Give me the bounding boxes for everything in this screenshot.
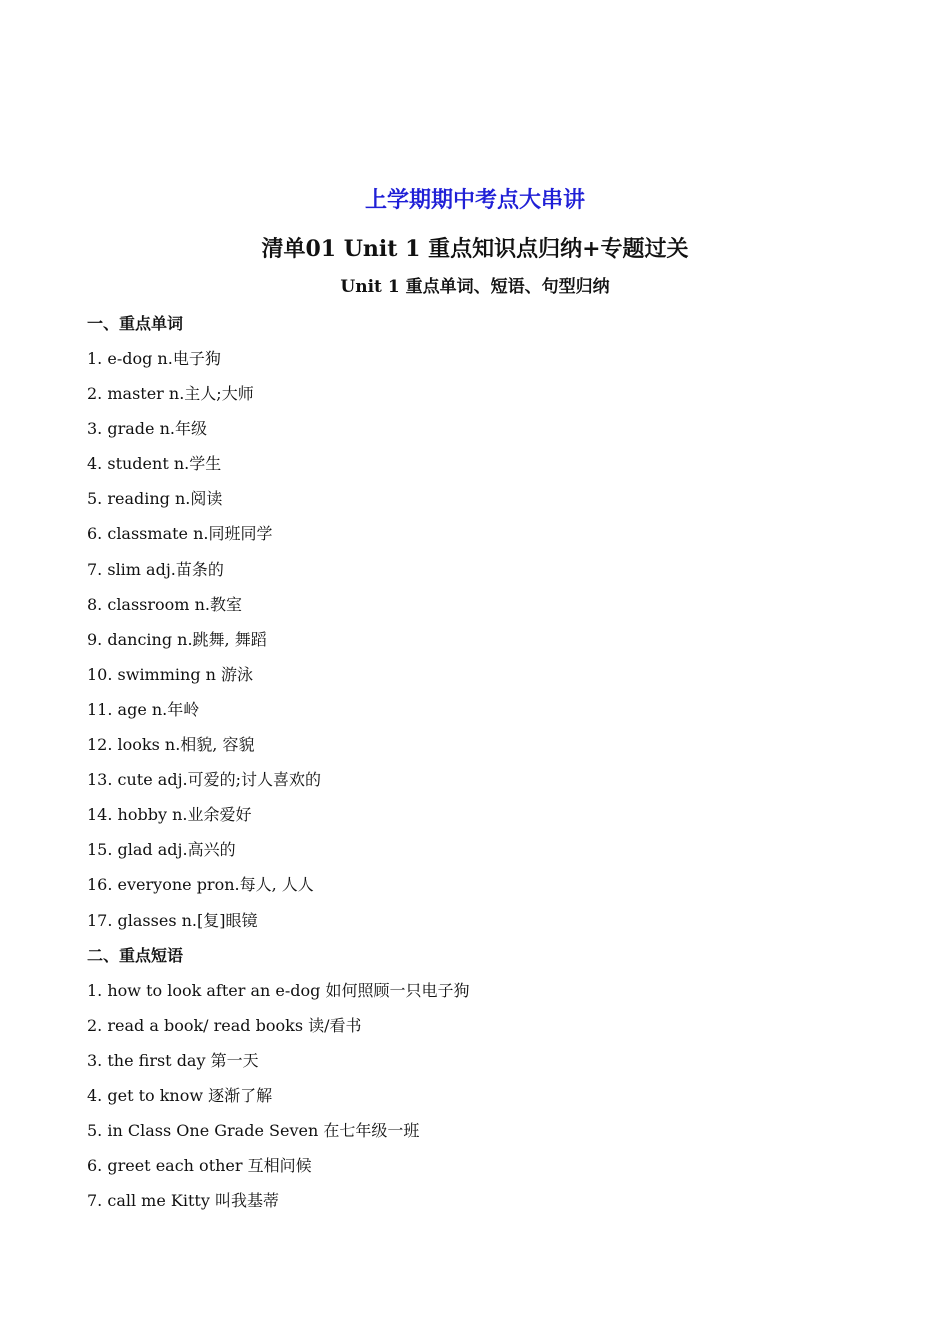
section-key-words xyxy=(87,310,867,935)
document-title: 清单01 Unit 1 重点知识点归纳+专题过关 xyxy=(261,236,689,262)
list-item: 8. classroom n.教室 xyxy=(87,594,242,614)
document-header xyxy=(0,184,950,300)
phrase-list xyxy=(87,977,867,1216)
list-item: 5. in Class One Grade Seven 在七年级一班 xyxy=(87,1120,420,1140)
list-item: 3. the first day 第一天 xyxy=(87,1050,259,1070)
header-banner: 上学期期中考点大串讲 xyxy=(364,187,585,213)
list-item: 6. greet each other 互相问候 xyxy=(87,1156,312,1176)
list-item: 7. call me Kitty 叫我基蒂 xyxy=(87,1191,279,1211)
list-item: 13. cute adj.可爱的;讨人喜欢的 xyxy=(87,770,322,790)
list-item: 15. glad adj.高兴的 xyxy=(87,840,236,860)
list-item: 2. read a book/ read books 读/看书 xyxy=(87,1015,362,1035)
list-item: 1. e-dog n.电子狗 xyxy=(87,349,221,368)
list-item: 4. get to know 逐渐了解 xyxy=(87,1085,273,1105)
section-title-phrases: 二、重点短语 xyxy=(87,945,184,965)
list-item: 12. looks n.相貌, 容貌 xyxy=(87,735,255,755)
list-item: 17. glasses n.[复]眼镜 xyxy=(87,910,258,930)
list-item: 2. master n.主人;大师 xyxy=(87,384,254,404)
list-item: 9. dancing n.跳舞, 舞蹈 xyxy=(87,629,267,649)
word-list xyxy=(87,345,867,935)
list-item: 11. age n.年岭 xyxy=(87,699,200,719)
list-item: 14. hobby n.业余爱好 xyxy=(87,805,252,825)
list-item: 5. reading n.阅读 xyxy=(87,489,223,509)
document-content xyxy=(87,310,867,1222)
document-subtitle: Unit 1 重点单词、短语、句型归纳 xyxy=(340,277,610,297)
list-item: 10. swimming n 游泳 xyxy=(87,664,254,684)
section-title-words: 一、重点单词 xyxy=(87,314,184,333)
list-item: 16. everyone pron.每人, 人人 xyxy=(87,875,314,895)
list-item: 3. grade n.年级 xyxy=(87,419,207,439)
list-item: 6. classmate n.同班同学 xyxy=(87,524,273,544)
list-item: 4. student n.学生 xyxy=(87,454,222,474)
list-item: 7. slim adj.苗条的 xyxy=(87,559,224,579)
list-item: 1. how to look after an e-dog 如何照顾一只电子狗 xyxy=(87,980,470,1000)
section-key-phrases xyxy=(87,942,867,1216)
